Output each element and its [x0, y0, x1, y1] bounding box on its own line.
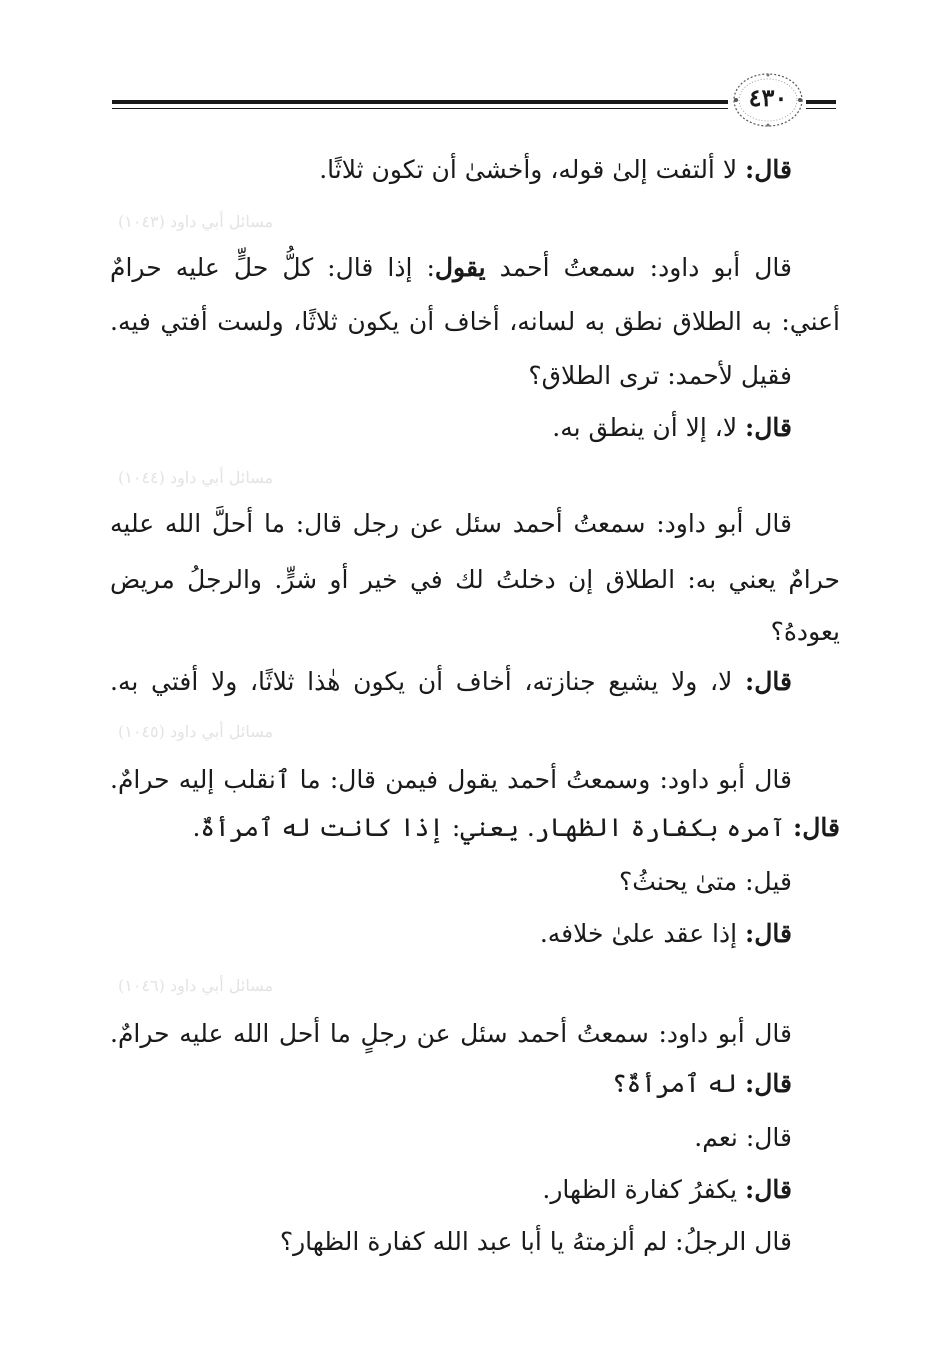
text-line-16 — [694, 1118, 792, 1158]
text-line-17 — [542, 1170, 792, 1210]
speaker-label: قال: — [745, 1175, 792, 1204]
text-line-14 — [110, 1014, 792, 1054]
header-rule-thin — [112, 108, 728, 109]
page-header — [0, 0, 946, 140]
speaker-label: قال: — [745, 155, 792, 184]
line-text: آمره بكفارة الظهار. يعني: إذا كانت له ٱمرأةٌ. — [192, 813, 794, 842]
header-rule-thick — [112, 100, 728, 104]
text-line-3 — [110, 302, 840, 342]
page-number: ٤٣٠ — [748, 83, 788, 112]
text-line-15 — [612, 1064, 792, 1104]
text-line-5 — [552, 408, 792, 448]
line-text: قيل: متىٰ يحنثُ؟ — [619, 867, 792, 896]
emphasis-word: يقول — [434, 253, 486, 282]
text-line-4 — [528, 356, 792, 396]
line-text: قال أبو داود: وسمعتُ أحمد يقول فيمن قال: ما ٱنقلب إليه حرامٌ. — [110, 765, 792, 794]
text-line-6 — [110, 504, 792, 544]
speaker-label: قال: — [745, 1069, 792, 1098]
text-line-8 — [771, 612, 840, 652]
line-text: أعني: به الطلاق نطق به لسانه، أخاف أن يكون ثلاثًا، ولست أفتي فيه. — [110, 307, 840, 336]
faint-note-2: مسائل أبي داود (١٠٤٤) — [118, 468, 274, 487]
text-line-11 — [192, 808, 840, 848]
line-text: قال: نعم. — [694, 1123, 792, 1152]
text-line-18 — [280, 1222, 792, 1262]
line-text: : إذا قال: كلُّ حلٍّ عليه حرامٌ — [110, 253, 435, 282]
line-text: لا ألتفت إلىٰ قوله، وأخشىٰ أن تكون ثلاثًا. — [319, 155, 746, 184]
speaker-label: قال: — [745, 919, 792, 948]
text-line-9 — [110, 662, 792, 702]
faint-note-3: مسائل أبي داود (١٠٤٥) — [118, 722, 274, 741]
line-text: لا، إلا أن ينطق به. — [552, 413, 746, 442]
text-line-1 — [319, 150, 792, 190]
speaker-label: قال: — [793, 813, 840, 842]
speaker-label: قال: — [745, 667, 792, 696]
text-line-2 — [110, 248, 792, 288]
line-text: يكفرُ كفارة الظهار. — [542, 1175, 746, 1204]
text-line-10 — [110, 760, 792, 800]
text-line-13 — [540, 914, 792, 954]
faint-note-1: مسائل أبي داود (١٠٤٣) — [118, 212, 274, 231]
line-text: حرامٌ يعني به: الطلاق إن دخلتُ لك في خير أو شرٍّ. والرجلُ مريض — [110, 565, 840, 594]
header-rule-right-thick — [806, 100, 836, 104]
faint-note-4: مسائل أبي داود (١٠٤٦) — [118, 976, 274, 995]
line-text: له ٱمرأةٌ؟ — [611, 1069, 746, 1098]
line-text: فقيل لأحمد: ترى الطلاق؟ — [528, 361, 792, 390]
speaker-label: قال: — [745, 413, 792, 442]
line-text: قال أبو داود: سمعتُ أحمد سئل عن رجلٍ ما أحل الله عليه حرامٌ. — [110, 1019, 792, 1048]
line-text: إذا عقد علىٰ خلافه. — [539, 919, 746, 948]
line-text: يعودهُ؟ — [770, 617, 840, 646]
line-text: قال أبو داود: سمعتُ أحمد سئل عن رجل قال: ما أحلَّ الله عليه — [110, 509, 792, 538]
text-line-12 — [619, 862, 792, 902]
line-text: لا، ولا يشيع جنازته، أخاف أن يكون هٰذا ثلاثًا، ولا أفتي به. — [110, 667, 746, 696]
header-rule-right-thin — [806, 108, 836, 109]
text-line-7 — [110, 560, 840, 600]
line-text: قال أبو داود: سمعتُ أحمد — [485, 253, 792, 282]
line-text: قال الرجلُ: لم ألزمتهُ يا أبا عبد الله كفارة الظهار؟ — [279, 1227, 792, 1256]
